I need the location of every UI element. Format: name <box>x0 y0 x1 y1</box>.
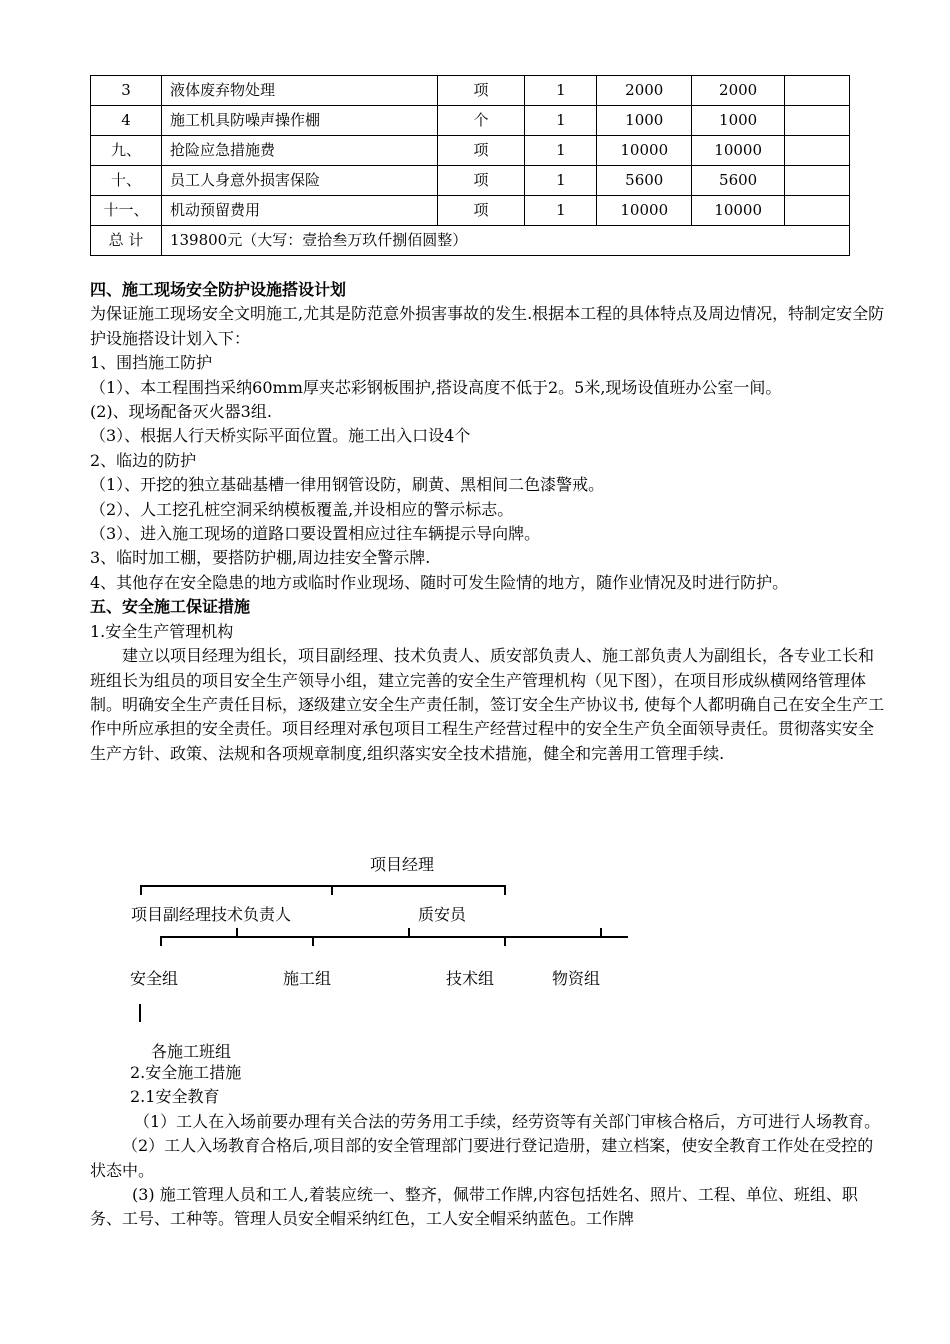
cell-name: 液体废弃物处理 <box>161 76 437 106</box>
cell-qty: 1 <box>525 196 597 226</box>
section4-intro: 为保证施工现场安全文明施工,尤其是防范意外损害事故的发生.根据本工程的具体特点及周边情况，特制定安全防护设施搭设计划入下： <box>90 304 885 348</box>
section4-heading: 四、施工现场安全防护设施搭设计划 <box>90 280 347 299</box>
item1-2: (2)、现场配备灭火器3组. <box>90 402 272 422</box>
cell-unit: 项 <box>437 166 525 196</box>
section5-sub1: 1.安全生产管理机构 <box>90 621 234 641</box>
cell-amount: 2000 <box>692 76 785 106</box>
cell-name: 机动预留费用 <box>161 196 437 226</box>
section5-para1: 建立以项目经理为组长，项目副经理、技术负责人、质安部负责人、施工部负责人为副组长，各专业工长和班组长为组员的项目安全生产领导小组，建立完善的安全生产管理机构（见下图），在项目形成纵横网络管理体制。明确安全生产责任目标，逐级建立安全生产责任制，签订安全生产协议书, 使每个人都明确自己在安全生产工作中所应承担的安全责任。项目经理对承包项目工程生产经营过程中的安全生产负全面领导责任。贯彻落实安全生产方针、政策、法规和各项规章制度,组织落实安全技术措施，健全和完善用工管理手续. <box>90 646 885 763</box>
item2-title: 2、临边的防护 <box>90 450 197 470</box>
cell-unit: 个 <box>437 106 525 136</box>
org-connector <box>160 936 162 946</box>
cell-amount: 5600 <box>692 166 785 196</box>
org-connector <box>139 1004 141 1022</box>
cell-name: 员工人身意外损害保险 <box>161 166 437 196</box>
cell-price: 1000 <box>597 106 692 136</box>
cell-no: 十、 <box>91 166 162 196</box>
cell-no: 3 <box>91 76 162 106</box>
cell-price: 10000 <box>597 196 692 226</box>
item2-1: （1）、开挖的独立基础基槽一律用钢管设防，刷黄、黑相间二色漆警戒。 <box>90 475 605 495</box>
org-node-materials: 物资组 <box>552 969 601 988</box>
table-row <box>91 166 850 196</box>
org-node-construction: 施工组 <box>283 969 332 988</box>
cell-no: 九、 <box>91 136 162 166</box>
org-connector <box>160 936 628 938</box>
cell-unit: 项 <box>437 196 525 226</box>
cell-amount: 1000 <box>692 106 785 136</box>
cell-note <box>785 136 850 166</box>
item2-2: （2）、人工挖孔桩空洞采纳模板覆盖,并设相应的警示标志。 <box>90 499 514 519</box>
table-row <box>91 196 850 226</box>
measure-p2: （2）工人入场教育合格后,项目部的安全管理部门要进行登记造册，建立档案，使安全教育工作处在受控的状态中。 <box>90 1136 874 1180</box>
cell-price: 5600 <box>597 166 692 196</box>
section5-measures <box>90 1061 885 1232</box>
org-connector <box>140 885 506 887</box>
total-value: 139800元（大写：壹拾叁万玖仟捌佰圆整） <box>161 226 849 256</box>
table-row <box>91 76 850 106</box>
org-mid-right-node: 质安员 <box>418 905 467 924</box>
section5-heading: 五、安全施工保证措施 <box>90 597 251 617</box>
org-mid-left-node: 项目副经理技术负责人 <box>131 905 292 924</box>
org-connector <box>408 928 410 938</box>
table-row <box>91 136 850 166</box>
item1-3: （3）、根据人行天桥实际平面位置。施工出入口设4个 <box>90 426 471 446</box>
cell-amount: 10000 <box>692 196 785 226</box>
item2-3: （3）、进入施工现场的道路口要设置相应过往车辆提示导向牌。 <box>90 524 541 544</box>
section4 <box>90 278 885 766</box>
item1-title: 1、围挡施工防护 <box>90 353 213 373</box>
table-row <box>91 106 850 136</box>
org-bottom-node: 各施工班组 <box>151 1042 232 1061</box>
item1-1: （1）、本工程围挡采纳60mm厚夹芯彩钢板围护,搭设高度不低于2。5米,现场设值班办公室一间。 <box>90 377 782 397</box>
cell-no: 十一、 <box>91 196 162 226</box>
org-connector <box>504 885 506 895</box>
org-connector <box>504 936 506 946</box>
cell-price: 2000 <box>597 76 692 106</box>
cell-amount: 10000 <box>692 136 785 166</box>
org-connector <box>140 885 142 895</box>
org-connector <box>600 928 602 938</box>
item4: 4、其他存在安全隐患的地方或临时作业现场、随时可发生险情的地方，随作业情况及时进行防护。 <box>90 572 789 592</box>
cell-note <box>785 166 850 196</box>
cell-note <box>785 196 850 226</box>
cell-note <box>785 106 850 136</box>
org-connector <box>236 928 238 938</box>
cell-qty: 1 <box>525 76 597 106</box>
section5-sub2: 2.安全施工措施 <box>130 1063 242 1082</box>
cell-qty: 1 <box>525 136 597 166</box>
org-node-safety: 安全组 <box>130 969 179 988</box>
cell-unit: 项 <box>437 136 525 166</box>
cell-price: 10000 <box>597 136 692 166</box>
cell-qty: 1 <box>525 106 597 136</box>
section5-sub21: 2.1安全教育 <box>130 1087 220 1107</box>
item3: 3、临时加工棚，要搭防护棚,周边挂安全警示牌. <box>90 548 431 568</box>
org-top-node: 项目经理 <box>370 855 435 874</box>
org-connector <box>312 936 314 946</box>
total-label: 总 计 <box>91 226 162 256</box>
cell-name: 抢险应急措施费 <box>161 136 437 166</box>
cell-unit: 项 <box>437 76 525 106</box>
cell-name: 施工机具防噪声操作棚 <box>161 106 437 136</box>
cost-table <box>90 75 850 256</box>
cell-no: 4 <box>91 106 162 136</box>
cell-qty: 1 <box>525 166 597 196</box>
cell-note <box>785 76 850 106</box>
org-connector <box>331 885 333 895</box>
measure-p1: （1）工人在入场前要办理有关合法的劳务用工手续，经劳资等有关部门审核合格后，方可进行人场教育。 <box>134 1111 881 1131</box>
org-node-technical: 技术组 <box>446 969 495 988</box>
table-total-row <box>91 226 850 256</box>
measure-p3: (3) 施工管理人员和工人,着装应统一、整齐，佩带工作牌,内容包括姓名、照片、工程、单位、班组、职务、工号、工种等。管理人员安全帽采纳红色，工人安全帽采纳蓝色。工作牌 <box>90 1185 858 1229</box>
